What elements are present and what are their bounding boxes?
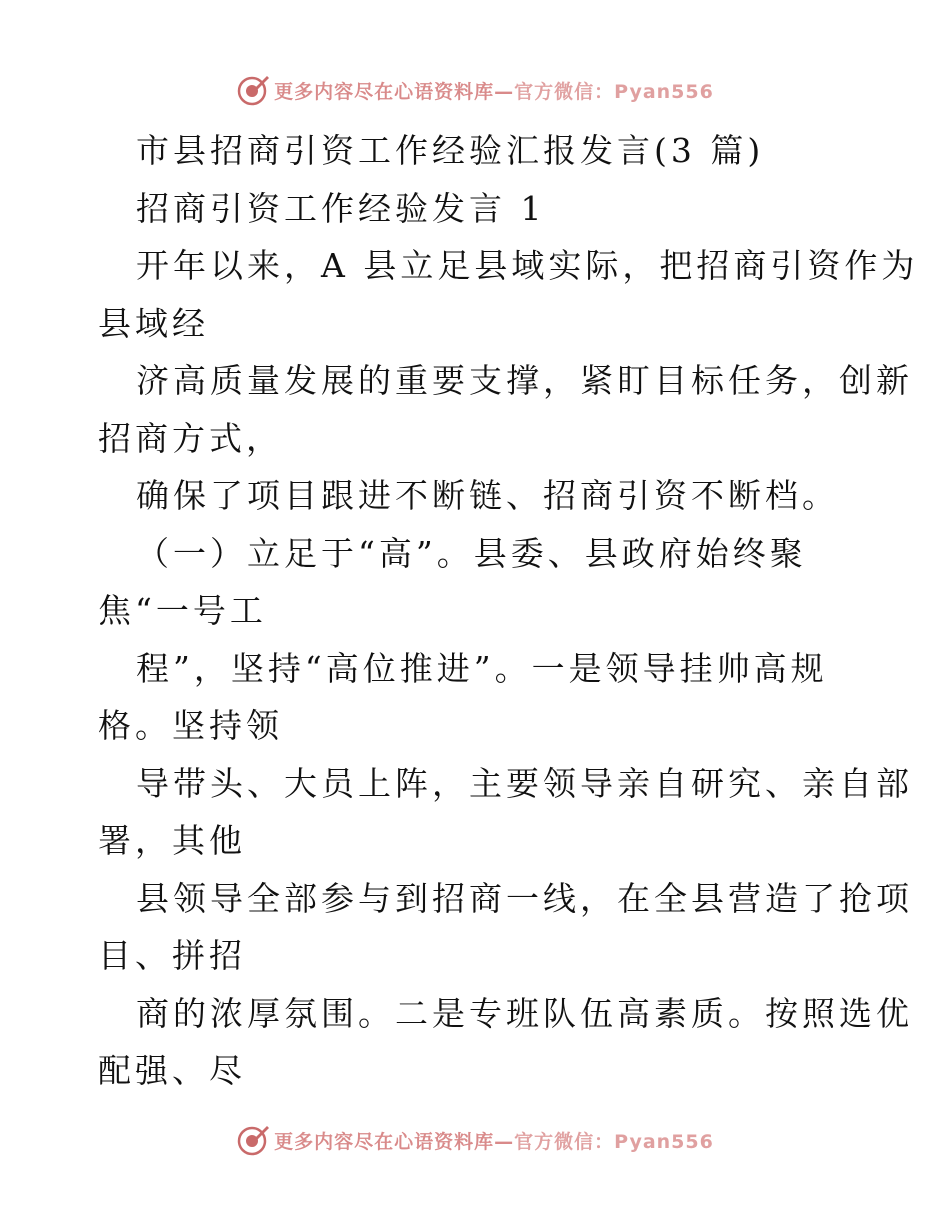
text-line: 招商方式， — [98, 418, 283, 458]
text-line: 配强、尽 — [98, 1051, 246, 1090]
text-line: 县领导全部参与到招商一线，在全县营造了抢项 — [136, 878, 913, 918]
text-line: 济高质量发展的重要支撑，紧盯目标任务，创新 — [136, 361, 913, 400]
text-line: 导带头、大员上阵，主要领导亲自研究、亲自部 — [136, 763, 913, 803]
watermark-text: 更多内容尽在心语资料库— — [274, 1130, 515, 1153]
text-line: （一）立足于“高”。县委、县政府始终聚 — [136, 533, 807, 573]
section-heading: 招商引资工作经验发言 1 — [136, 188, 546, 228]
document-body — [98, 122, 919, 1100]
watermark-wechat: 官方微信：Pyan556 — [514, 1130, 714, 1153]
watermark-text: 更多内容尽在心语资料库— — [274, 80, 515, 103]
text-line: 程”，坚持“高位推进”。一是领导挂帅高规 — [136, 648, 828, 688]
watermark-header — [0, 70, 950, 110]
watermark-footer — [0, 1120, 950, 1160]
watermark-wechat: 官方微信：Pyan556 — [514, 80, 714, 103]
text-line: 目、拼招 — [98, 936, 246, 975]
text-line: 开年以来，A 县立足县域实际，把招商引资作为 — [136, 246, 919, 285]
pen-logo-icon — [236, 1123, 270, 1157]
pen-logo-icon — [236, 73, 270, 107]
text-line: 县域经 — [98, 303, 209, 343]
text-line: 商的浓厚氛围。二是专班队伍高素质。按照选优 — [136, 993, 913, 1033]
document-title: 市县招商引资工作经验汇报发言(3 篇) — [136, 131, 765, 170]
text-line: 焦“一号工 — [98, 591, 267, 630]
text-line: 格。坚持领 — [98, 706, 283, 745]
text-line: 确保了项目跟进不断链、招商引资不断档。 — [136, 476, 839, 515]
text-line: 署，其他 — [98, 821, 246, 860]
